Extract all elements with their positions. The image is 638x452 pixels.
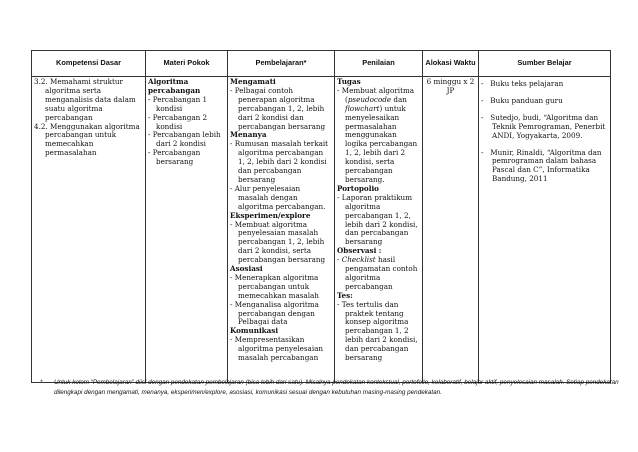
asosiasi-title: Asosiasi bbox=[230, 264, 263, 274]
materi-title: Algoritma percabangan bbox=[148, 77, 201, 95]
tes-item: - Tes tertulis dan praktek tentang konsep algoritma percabangan 1, 2 lebih dari 2 kondisi, dan percabangan bersarang bbox=[337, 299, 418, 363]
footnote-text: Untuk kolom “Pembelajaran” diisi dengan pendekatan pembelajaran (bisa lebih dari satu). Misalnya pendekatan kontekstual, portofolio, kolaboratif, belajar aktif, penyelesaian masalah. Setiap pendekatan dilengkapi dengan mengamati, menanya, eksperimen/explore, asosiasi, komunikasi sesuai dengan kebutuhan masing-masing pendekatan. bbox=[54, 379, 619, 396]
portopolio-item: - Laporan praktikum algoritma percabangan 1, 2, lebih dari 2 kondisi, dan percabangan bersarang bbox=[337, 192, 418, 247]
header-kompetensi: Kompetensi Dasar bbox=[32, 51, 146, 77]
tugas-title: Tugas bbox=[337, 77, 361, 86]
materi-item: - Percabangan bersarang bbox=[148, 148, 201, 167]
portopolio-title: Portopolio bbox=[337, 183, 379, 193]
materi-item: - Percabangan 1 kondisi bbox=[148, 94, 208, 113]
footnote-marker: * bbox=[40, 379, 43, 386]
penilaian-cell bbox=[335, 77, 423, 383]
header-sumber: Sumber Belajar bbox=[479, 51, 611, 77]
menanya-title: Menanya bbox=[230, 130, 267, 140]
materi-item: - Percabangan 2 kondisi bbox=[148, 112, 208, 131]
komunikasi-item: - Mempresentasikan algoritma penyelesaian masalah percabangan bbox=[230, 335, 324, 363]
header-row bbox=[32, 51, 611, 77]
alokasi-value: 6 minggu x 2 JP bbox=[426, 77, 475, 95]
sumber-item: - Munir, Rinaldi, “Algoritma dan pemrograman dalam bahasa Pascal dan C”, Informatika Bandung, 2011 bbox=[481, 147, 602, 184]
syllabus-table bbox=[31, 50, 611, 383]
komunikasi-title: Komunikasi bbox=[230, 326, 279, 336]
observasi-title: Observasi : bbox=[337, 246, 382, 256]
header-alokasi: Alokasi Waktu bbox=[423, 51, 479, 77]
kompetensi-item: 4.2. Menggunakan algoritma percabangan untuk memecahkan permasalahan bbox=[34, 121, 140, 158]
mengamati-item: - Pelbagai contoh penerapan algoritma percabangan 1, 2, lebih dari 2 kondisi dan percabangan bersarang bbox=[230, 85, 326, 131]
menanya-item: - Alur penyelesaian masalah dengan algoritma percabangan. bbox=[230, 183, 326, 211]
materi-item: - Percabangan lebih dari 2 kondisi bbox=[148, 130, 221, 149]
asosiasi-item: - Menerapkan algoritma percabangan untuk memecahkan masalah bbox=[230, 272, 319, 300]
menanya-item: - Rumusan masalah terkait algoritma percabangan 1, 2, lebih dari 2 kondisi dan percabangan bersarang bbox=[230, 139, 329, 184]
sumber-item: - Sutedjo, budi, “Algoritma dan Teknik Pemrograman, Penerbit ANDI, Yogyakarta, 2009. bbox=[481, 112, 606, 140]
sumber-item: - Buku teks pelajaran bbox=[481, 79, 564, 88]
tes-title: Tes: bbox=[337, 290, 353, 300]
sumber-item: - Buku panduan guru bbox=[481, 95, 563, 105]
pembelajaran-cell bbox=[228, 77, 335, 383]
header-materi: Materi Pokok bbox=[146, 51, 228, 77]
kompetensi-item: 3.2. Memahami struktur algoritma serta menganalisis data dalam suatu algoritma percabangan bbox=[34, 77, 136, 122]
eksperimen-item: - Membuat algoritma penyelesaian masalah percabangan 1, 2, lebih dari 2 kondisi, serta percabangan bersarang bbox=[230, 219, 326, 265]
content-row bbox=[32, 77, 611, 383]
observasi-item: - Checklist hasil pengamatan contoh algoritma percabangan bbox=[337, 255, 418, 291]
sumber-cell bbox=[479, 77, 611, 383]
alokasi-cell bbox=[423, 77, 479, 383]
asosiasi-item: - Menganalisa algoritma percabangan dengan Pelbagai data bbox=[230, 299, 319, 327]
materi-cell bbox=[146, 77, 228, 383]
header-pembelajaran: Pembelajaran* bbox=[228, 51, 335, 77]
header-penilaian: Penilaian bbox=[335, 51, 423, 77]
footnote bbox=[40, 378, 620, 398]
eksperimen-title: Eksperimen/explore bbox=[230, 210, 311, 220]
tugas-item: - Membuat algoritma (pseudocode dan flowchart) untuk menyelesaikan permasalahan menggunakan logika percabangan 1, 2, lebih dari 2 kondisi, serta percabangan bersarang. bbox=[337, 85, 418, 184]
kompetensi-cell bbox=[32, 77, 146, 383]
mengamati-title: Mengamati bbox=[230, 77, 276, 86]
